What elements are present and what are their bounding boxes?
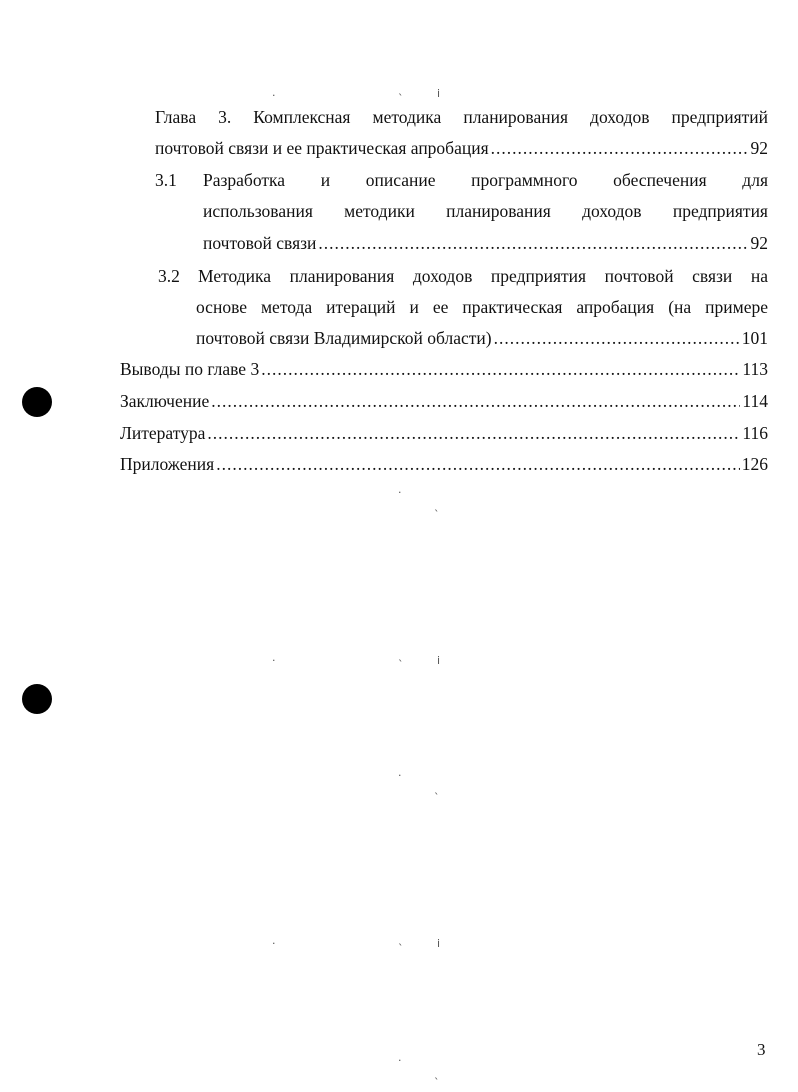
toc-conclusion-label: Заключение xyxy=(120,391,210,411)
scan-speck: ˎ xyxy=(398,649,404,662)
dot-leader xyxy=(318,232,748,254)
dot-leader xyxy=(211,390,740,412)
toc-section-3-2-title-line3 xyxy=(196,327,768,349)
toc-section-3-1-title-line3 xyxy=(203,232,768,254)
scan-speck: ˎ xyxy=(398,933,404,946)
scan-speck: · xyxy=(398,769,402,782)
toc-appendices-label: Приложения xyxy=(120,454,215,474)
toc-appendices[interactable] xyxy=(120,453,768,475)
toc-chapter-3-title-line2 xyxy=(155,137,768,159)
toc-section-3-2-page: 101 xyxy=(741,328,768,348)
toc-section-3-1-title-line2: использования методики планирования доходов предприятия xyxy=(203,201,768,221)
toc-section-3-2-line1 xyxy=(158,265,768,287)
toc-section-3-2-title-line2: основе метода итераций и ее практическая апробация (на примере xyxy=(196,297,768,317)
toc-section-3-1-title-tail: почтовой связи xyxy=(203,233,317,253)
dot-leader xyxy=(216,453,740,475)
toc-section-3-1-line1 xyxy=(155,169,768,191)
toc-conclusions-ch3-label: Выводы по главе 3 xyxy=(120,359,260,379)
scan-speck: · xyxy=(398,1054,402,1067)
toc-section-3-2-title-line1: Методика планирования доходов предприятия почтовой связи на xyxy=(198,266,768,286)
toc-conclusion-page: 114 xyxy=(742,391,768,411)
dot-leader xyxy=(261,358,740,380)
toc-section-3-1-number: 3.1 xyxy=(155,170,177,190)
dot-leader xyxy=(494,327,740,349)
scan-speck: · xyxy=(272,937,276,950)
toc-literature-label: Литература xyxy=(120,423,206,443)
scan-speck: ⅰ xyxy=(437,87,441,100)
scan-speck: ˎ xyxy=(434,782,440,795)
toc-section-3-2-number: 3.2 xyxy=(158,266,180,286)
punch-hole-top xyxy=(22,387,52,417)
scan-speck: ⅰ xyxy=(437,654,441,667)
toc-chapter-3-title-line1: Глава 3. Комплексная методика планирования доходов предприятий xyxy=(155,107,768,127)
toc-appendices-page: 126 xyxy=(741,454,768,474)
toc-conclusions-ch3[interactable] xyxy=(120,358,768,380)
toc-section-3-2-title-tail: почтовой связи Владимирской области) xyxy=(196,328,492,348)
toc-conclusions-ch3-page: 113 xyxy=(742,359,768,379)
scan-speck: · xyxy=(272,89,276,102)
scan-speck: · xyxy=(398,486,402,499)
scan-speck: ˎ xyxy=(434,1067,440,1080)
dot-leader xyxy=(207,422,740,444)
scan-speck: · xyxy=(272,654,276,667)
punch-hole-bottom xyxy=(22,684,52,714)
toc-chapter-3-title-tail: почтовой связи и ее практическая апробация xyxy=(155,138,489,158)
scan-speck: ⅰ xyxy=(437,937,441,950)
scan-speck: ˎ xyxy=(398,83,404,96)
page-number: 3 xyxy=(757,1040,766,1059)
toc-conclusion[interactable] xyxy=(120,390,768,412)
toc-literature-page: 116 xyxy=(742,423,768,443)
dot-leader xyxy=(491,137,749,159)
toc-section-3-1-page: 92 xyxy=(750,233,768,253)
toc-literature[interactable] xyxy=(120,422,768,444)
toc-chapter-3-page: 92 xyxy=(750,138,768,158)
scan-speck: ˎ xyxy=(434,499,440,512)
toc-section-3-1-title-line1: Разработка и описание программного обеспечения для xyxy=(203,170,768,190)
